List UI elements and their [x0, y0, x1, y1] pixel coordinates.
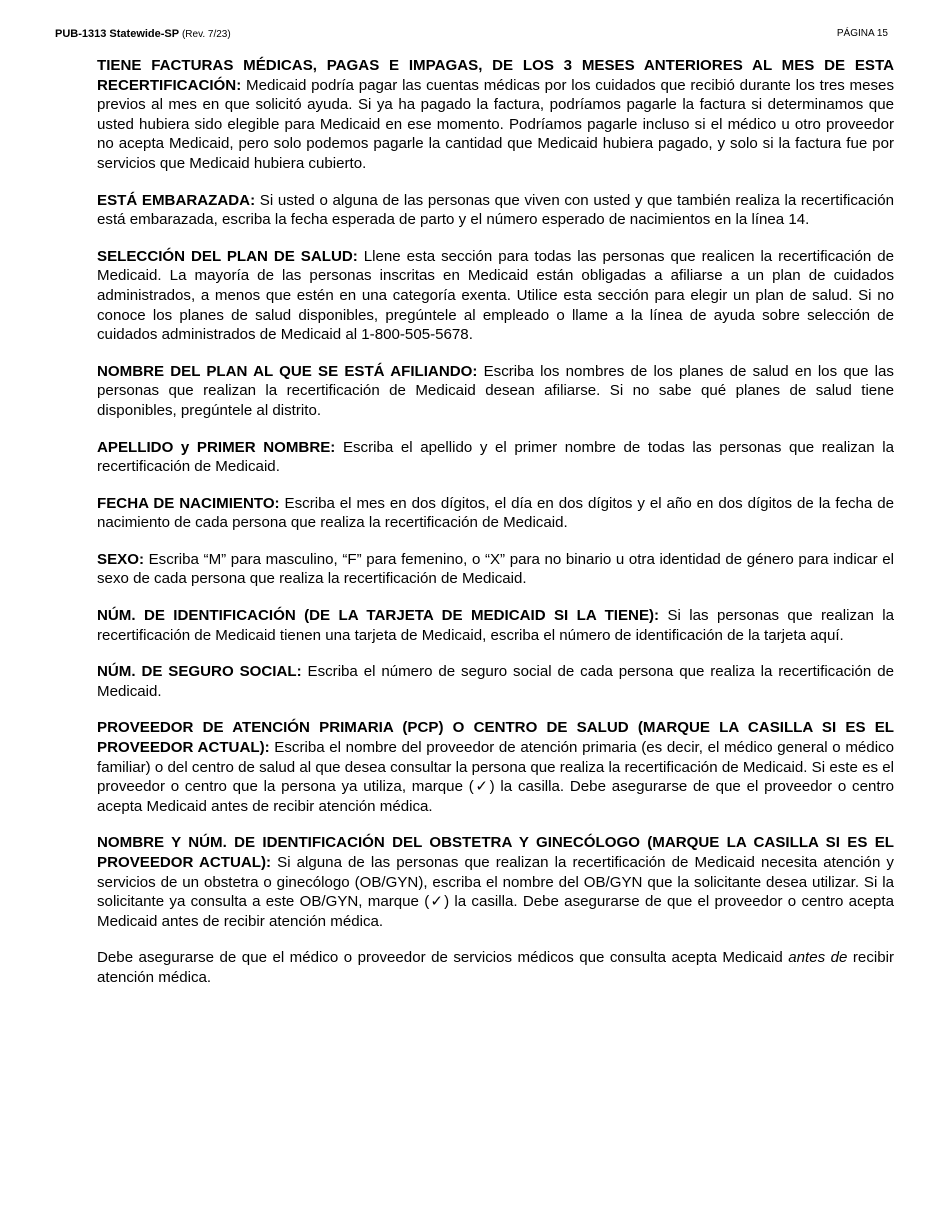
section-past-medical-bills [97, 56, 894, 174]
section-body: Llene esta sección para todas las personas que realicen la recertificación de Medicaid. La mayoría de las personas inscritas en Medicaid están obligadas a afiliarse a un plan de cuidados administrados, a menos que estén en una categoría exenta. Utilice esta sección para elegir un plan de salud. Si no conoce los planes de salud disponibles, pregúntele al empleado o llame a la línea de ayuda sobre selección de cuidados administrados de Medicaid al 1-800-505-5678. [97, 247, 894, 344]
section-heading: NÚM. DE SEGURO SOCIAL: [97, 663, 302, 681]
form-number: PUB-1313 Statewide-SP [55, 28, 179, 40]
section-heading: NÚM. DE IDENTIFICACIÓN (DE LA TARJETA DE MEDICAID SI LA TIENE): [97, 607, 660, 625]
section-heading: SEXO: [97, 550, 144, 568]
section-heading: NOMBRE DEL PLAN AL QUE SE ESTÁ AFILIANDO: [97, 362, 478, 380]
section-obgyn [97, 833, 894, 931]
form-id [55, 28, 231, 40]
closing-text-end: recibir atención médica. [97, 949, 895, 986]
page-number: PÁGINA 15 [836, 28, 888, 39]
section-heading: NOMBRE Y NÚM. DE IDENTIFICACIÓN DEL OBSTETRA Y GINECÓLOGO (MARQUE LA CASILLA SI ES EL PROVEEDOR ACTUAL): [97, 834, 894, 871]
section-heading: FECHA DE NACIMIENTO: [97, 494, 280, 512]
section-heading: PROVEEDOR DE ATENCIÓN PRIMARIA (PCP) O CENTRO DE SALUD (MARQUE LA CASILLA SI ES EL PROVEEDOR ACTUAL): [97, 719, 894, 757]
section-body: Si alguna de las personas que realizan la recertificación de Medicaid necesita atención y servicios de un obstetra o ginecólogo (OB/GYN), escriba el nombre del OB/GYN que la solicitante desea utilizar. Si la solicitante ya consulta a este OB/GYN, marque (✓) la casilla. Debe asegurarse de que el proveedor o centro acepta Medicaid antes de recibir atención médica. [97, 854, 894, 930]
section-body: Escriba el número de seguro social de cada persona que realiza la recertificación de Medicaid. [97, 663, 894, 700]
page-header [55, 28, 888, 44]
section-sex [97, 550, 894, 589]
form-revision: (Rev. 7/23) [181, 29, 231, 40]
closing-text: Debe asegurarse de que el médico o proveedor de servicios médicos que consulta acepta Medicaid [97, 949, 783, 967]
section-heading: ESTÁ EMBARAZADA: [97, 191, 256, 209]
closing-note [97, 948, 894, 987]
section-name [97, 438, 894, 477]
section-body: Medicaid podría pagar las cuentas médicas por los cuidados que recibió durante los tres meses previos al mes en que solicitó ayuda. Si ya ha pagado la factura, podríamos pagarle la factura si determinamos que usted hubiera sido elegible para Medicaid en ese momento. Podríamos pagarle incluso si el médico u otro proveedor no acepta Medicaid, pero solo podemos pagarle la cantidad que Medicaid hubiera pagado, y solo si la factura fue por servicios que Medicaid hubiera cubierto. [97, 76, 894, 172]
section-ssn [97, 662, 894, 701]
section-heading: APELLIDO y PRIMER NOMBRE: [97, 438, 336, 456]
instructions-content [97, 56, 894, 1005]
section-body: Escriba el nombre del proveedor de atención primaria (es decir, el médico general o médico familiar) o del centro de salud al que desea consultar la persona que realiza la recertificación de Medicaid. Si este es el proveedor o centro que la persona ya utiliza, marque (✓) la casilla. Debe asegurarse de que el proveedor o centro acepta Medicaid antes de recibir atención médica. [97, 739, 894, 815]
section-body: Si usted o alguna de las personas que viven con usted y que también realiza la recertificación está embarazada, escriba la fecha esperada de parto y el número esperado de nacimientos en la línea 14. [97, 191, 894, 229]
section-body: Escriba el mes en dos dígitos, el día en dos dígitos y el año en dos dígitos de la fecha de nacimiento de cada persona que realiza la recertificación de Medicaid. [97, 494, 895, 532]
section-body: Escriba los nombres de los planes de salud en los que las personas que realizan la recertificación de Medicaid desean afiliarse. Si no sabe qué planes de salud tiene disponibles, pregúntele al distrito. [97, 362, 894, 419]
section-plan-name [97, 362, 894, 421]
section-medicaid-id [97, 606, 894, 645]
section-pregnancy [97, 191, 894, 230]
section-body: Escriba “M” para masculino, “F” para femenino, o “X” para no binario u otra identidad de género para indicar el sexo de cada persona que realiza la recertificación de Medicaid. [97, 550, 894, 588]
section-heading: SELECCIÓN DEL PLAN DE SALUD: [97, 247, 358, 265]
section-body: Escriba el apellido y el primer nombre de todas las personas que realizan la recertificación de Medicaid. [97, 438, 894, 476]
section-birth-date [97, 494, 894, 533]
closing-emphasis: antes de [788, 949, 848, 967]
section-body: Si las personas que realizan la recertificación de Medicaid tienen una tarjeta de Medicaid, escriba el número de identificación de la tarjeta aquí. [97, 607, 894, 644]
section-heading: TIENE FACTURAS MÉDICAS, PAGAS E IMPAGAS, DE LOS 3 MESES ANTERIORES AL MES DE ESTA RECERTIFICACIÓN: [97, 57, 894, 94]
section-primary-care-provider [97, 718, 894, 816]
section-health-plan-selection [97, 247, 894, 345]
